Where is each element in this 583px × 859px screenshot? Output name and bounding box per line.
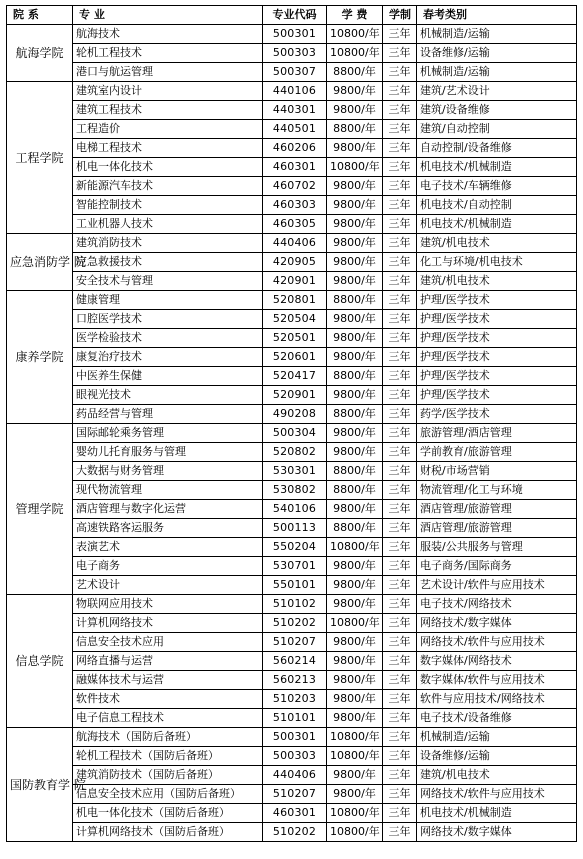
code-cell: 520504 (263, 310, 327, 329)
major-cell: 新能源汽车技术 (73, 177, 263, 196)
length-cell: 三年 (383, 158, 417, 177)
table-row (7, 158, 577, 177)
table-row (7, 747, 577, 766)
college-cell: 信息学院 (7, 595, 73, 728)
category-cell: 药学/医学技术 (417, 405, 577, 424)
length-cell: 三年 (383, 462, 417, 481)
length-cell: 三年 (383, 63, 417, 82)
length-cell: 三年 (383, 633, 417, 652)
code-cell: 460305 (263, 215, 327, 234)
length-cell: 三年 (383, 120, 417, 139)
length-cell: 三年 (383, 576, 417, 595)
fee-cell: 8800/年 (327, 462, 383, 481)
code-cell: 510207 (263, 785, 327, 804)
major-cell: 电子信息工程技术 (73, 709, 263, 728)
code-cell: 510102 (263, 595, 327, 614)
major-cell: 计算机网络技术 (73, 614, 263, 633)
fee-cell: 9800/年 (327, 595, 383, 614)
category-cell: 艺术设计/软件与应用技术 (417, 576, 577, 595)
major-cell: 表演艺术 (73, 538, 263, 557)
category-cell: 护理/医学技术 (417, 386, 577, 405)
code-cell: 460301 (263, 158, 327, 177)
fee-cell: 9800/年 (327, 500, 383, 519)
major-cell: 智能控制技术 (73, 196, 263, 215)
length-cell: 三年 (383, 823, 417, 842)
fee-cell: 9800/年 (327, 215, 383, 234)
fee-cell: 9800/年 (327, 310, 383, 329)
length-cell: 三年 (383, 747, 417, 766)
length-cell: 三年 (383, 614, 417, 633)
table-row (7, 462, 577, 481)
fee-cell: 8800/年 (327, 481, 383, 500)
length-cell: 三年 (383, 671, 417, 690)
category-cell: 机械制造/运输 (417, 63, 577, 82)
category-cell: 建筑/艺术设计 (417, 82, 577, 101)
major-cell: 药品经营与管理 (73, 405, 263, 424)
length-cell: 三年 (383, 557, 417, 576)
length-cell: 三年 (383, 595, 417, 614)
major-cell: 建筑消防技术 (73, 234, 263, 253)
code-cell: 520417 (263, 367, 327, 386)
fee-cell: 9800/年 (327, 785, 383, 804)
length-cell: 三年 (383, 785, 417, 804)
code-cell: 490208 (263, 405, 327, 424)
table-row (7, 500, 577, 519)
category-cell: 网络技术/数字媒体 (417, 823, 577, 842)
major-cell: 健康管理 (73, 291, 263, 310)
code-cell: 510202 (263, 823, 327, 842)
category-cell: 电子技术/网络技术 (417, 595, 577, 614)
category-cell: 自动控制/设备维修 (417, 139, 577, 158)
fee-cell: 9800/年 (327, 348, 383, 367)
fee-cell: 10800/年 (327, 747, 383, 766)
table-row (7, 291, 577, 310)
fee-cell: 9800/年 (327, 139, 383, 158)
category-cell: 设备维修/运输 (417, 747, 577, 766)
category-cell: 网络技术/软件与应用技术 (417, 633, 577, 652)
major-cell: 电子商务 (73, 557, 263, 576)
header-length: 学制 (383, 6, 417, 25)
length-cell: 三年 (383, 310, 417, 329)
category-cell: 服装/公共服务与管理 (417, 538, 577, 557)
length-cell: 三年 (383, 329, 417, 348)
fee-cell: 10800/年 (327, 614, 383, 633)
length-cell: 三年 (383, 196, 417, 215)
table-row (7, 348, 577, 367)
category-cell: 酒店管理/旅游管理 (417, 500, 577, 519)
category-cell: 学前教育/旅游管理 (417, 443, 577, 462)
category-cell: 化工与环境/机电技术 (417, 253, 577, 272)
length-cell: 三年 (383, 690, 417, 709)
category-cell: 建筑/设备维修 (417, 101, 577, 120)
table-row (7, 367, 577, 386)
major-cell: 眼视光技术 (73, 386, 263, 405)
category-cell: 机电技术/机械制造 (417, 804, 577, 823)
college-cell: 康养学院 (7, 291, 73, 424)
header-fee: 学 费 (327, 6, 383, 25)
fee-cell: 9800/年 (327, 576, 383, 595)
fee-cell: 9800/年 (327, 101, 383, 120)
major-cell: 酒店管理与数字化运营 (73, 500, 263, 519)
table-row (7, 481, 577, 500)
code-cell: 500113 (263, 519, 327, 538)
college-cell: 国防教育学 院 (7, 728, 73, 842)
length-cell: 三年 (383, 215, 417, 234)
table-row (7, 557, 577, 576)
code-cell: 520802 (263, 443, 327, 462)
length-cell: 三年 (383, 500, 417, 519)
table-row (7, 234, 577, 253)
category-cell: 物流管理/化工与环境 (417, 481, 577, 500)
major-cell: 工业机器人技术 (73, 215, 263, 234)
table-row (7, 633, 577, 652)
category-cell: 网络技术/数字媒体 (417, 614, 577, 633)
major-cell: 应急救援技术 (73, 253, 263, 272)
table-row (7, 386, 577, 405)
code-cell: 550204 (263, 538, 327, 557)
college-cell: 管理学院 (7, 424, 73, 595)
major-cell: 信息安全技术应用 (73, 633, 263, 652)
length-cell: 三年 (383, 101, 417, 120)
table-row (7, 804, 577, 823)
code-cell: 440406 (263, 766, 327, 785)
length-cell: 三年 (383, 253, 417, 272)
fee-cell: 10800/年 (327, 538, 383, 557)
length-cell: 三年 (383, 272, 417, 291)
major-cell: 康复治疗技术 (73, 348, 263, 367)
table-row (7, 519, 577, 538)
length-cell: 三年 (383, 443, 417, 462)
category-cell: 护理/医学技术 (417, 367, 577, 386)
table-row (7, 538, 577, 557)
table-row (7, 424, 577, 443)
length-cell: 三年 (383, 652, 417, 671)
major-cell: 电梯工程技术 (73, 139, 263, 158)
fee-cell: 8800/年 (327, 405, 383, 424)
code-cell: 500304 (263, 424, 327, 443)
length-cell: 三年 (383, 348, 417, 367)
code-cell: 530301 (263, 462, 327, 481)
fee-cell: 9800/年 (327, 82, 383, 101)
category-cell: 机械制造/运输 (417, 728, 577, 747)
fee-cell: 9800/年 (327, 557, 383, 576)
major-cell: 计算机网络技术（国防后备班） (73, 823, 263, 842)
college-cell: 航海学院 (7, 25, 73, 82)
fee-cell: 10800/年 (327, 823, 383, 842)
fee-cell: 9800/年 (327, 709, 383, 728)
major-cell: 信息安全技术应用（国防后备班） (73, 785, 263, 804)
major-cell: 轮机工程技术 (73, 44, 263, 63)
table-row (7, 405, 577, 424)
fee-cell: 8800/年 (327, 367, 383, 386)
major-cell: 高速铁路客运服务 (73, 519, 263, 538)
college-cell: 应急消防学 院 (7, 234, 73, 291)
code-cell: 530802 (263, 481, 327, 500)
fee-cell: 9800/年 (327, 177, 383, 196)
category-cell: 建筑/机电技术 (417, 272, 577, 291)
category-cell: 机电技术/自动控制 (417, 196, 577, 215)
major-cell: 网络直播与运营 (73, 652, 263, 671)
code-cell: 420901 (263, 272, 327, 291)
length-cell: 三年 (383, 139, 417, 158)
major-cell: 现代物流管理 (73, 481, 263, 500)
major-cell: 融媒体技术与运营 (73, 671, 263, 690)
length-cell: 三年 (383, 405, 417, 424)
code-cell: 500303 (263, 747, 327, 766)
category-cell: 电子技术/设备维修 (417, 709, 577, 728)
category-cell: 建筑/机电技术 (417, 234, 577, 253)
fee-cell: 9800/年 (327, 272, 383, 291)
major-cell: 工程造价 (73, 120, 263, 139)
header-row (7, 6, 577, 25)
fee-cell: 10800/年 (327, 728, 383, 747)
major-cell: 医学检验技术 (73, 329, 263, 348)
category-cell: 护理/医学技术 (417, 348, 577, 367)
major-cell: 国际邮轮乘务管理 (73, 424, 263, 443)
table-row (7, 728, 577, 747)
fee-cell: 8800/年 (327, 63, 383, 82)
fee-cell: 10800/年 (327, 25, 383, 44)
table-row (7, 785, 577, 804)
code-cell: 460303 (263, 196, 327, 215)
length-cell: 三年 (383, 291, 417, 310)
fee-cell: 9800/年 (327, 424, 383, 443)
code-cell: 510203 (263, 690, 327, 709)
fee-cell: 9800/年 (327, 671, 383, 690)
code-cell: 540106 (263, 500, 327, 519)
code-cell: 560213 (263, 671, 327, 690)
major-cell: 安全技术与管理 (73, 272, 263, 291)
length-cell: 三年 (383, 728, 417, 747)
major-cell: 建筑工程技术 (73, 101, 263, 120)
majors-table-body (7, 25, 577, 842)
table-row (7, 215, 577, 234)
code-cell: 530701 (263, 557, 327, 576)
table-row (7, 671, 577, 690)
majors-table-container (6, 5, 576, 842)
fee-cell: 9800/年 (327, 690, 383, 709)
category-cell: 电子商务/国际商务 (417, 557, 577, 576)
fee-cell: 9800/年 (327, 633, 383, 652)
fee-cell: 10800/年 (327, 804, 383, 823)
code-cell: 550101 (263, 576, 327, 595)
fee-cell: 9800/年 (327, 196, 383, 215)
code-cell: 420905 (263, 253, 327, 272)
length-cell: 三年 (383, 538, 417, 557)
category-cell: 网络技术/软件与应用技术 (417, 785, 577, 804)
table-row (7, 196, 577, 215)
code-cell: 510202 (263, 614, 327, 633)
major-cell: 航海技术（国防后备班） (73, 728, 263, 747)
major-cell: 机电一体化技术 (73, 158, 263, 177)
category-cell: 护理/医学技术 (417, 329, 577, 348)
fee-cell: 9800/年 (327, 652, 383, 671)
length-cell: 三年 (383, 709, 417, 728)
code-cell: 440406 (263, 234, 327, 253)
length-cell: 三年 (383, 386, 417, 405)
major-cell: 建筑室内设计 (73, 82, 263, 101)
category-cell: 建筑/自动控制 (417, 120, 577, 139)
table-row (7, 63, 577, 82)
length-cell: 三年 (383, 804, 417, 823)
category-cell: 财税/市场营销 (417, 462, 577, 481)
code-cell: 440106 (263, 82, 327, 101)
table-row (7, 25, 577, 44)
table-row (7, 329, 577, 348)
code-cell: 460206 (263, 139, 327, 158)
major-cell: 艺术设计 (73, 576, 263, 595)
fee-cell: 9800/年 (327, 386, 383, 405)
code-cell: 510101 (263, 709, 327, 728)
major-cell: 物联网应用技术 (73, 595, 263, 614)
major-cell: 软件技术 (73, 690, 263, 709)
category-cell: 护理/医学技术 (417, 310, 577, 329)
length-cell: 三年 (383, 766, 417, 785)
length-cell: 三年 (383, 234, 417, 253)
category-cell: 护理/医学技术 (417, 291, 577, 310)
category-cell: 数字媒体/软件与应用技术 (417, 671, 577, 690)
code-cell: 440501 (263, 120, 327, 139)
code-cell: 500307 (263, 63, 327, 82)
length-cell: 三年 (383, 82, 417, 101)
major-cell: 港口与航运管理 (73, 63, 263, 82)
category-cell: 电子技术/车辆维修 (417, 177, 577, 196)
length-cell: 三年 (383, 177, 417, 196)
table-row (7, 139, 577, 158)
length-cell: 三年 (383, 44, 417, 63)
table-row (7, 82, 577, 101)
college-cell: 工程学院 (7, 82, 73, 234)
code-cell: 500303 (263, 44, 327, 63)
code-cell: 520901 (263, 386, 327, 405)
major-cell: 轮机工程技术（国防后备班） (73, 747, 263, 766)
fee-cell: 9800/年 (327, 766, 383, 785)
fee-cell: 9800/年 (327, 443, 383, 462)
table-row (7, 253, 577, 272)
majors-table (6, 5, 577, 842)
fee-cell: 10800/年 (327, 158, 383, 177)
code-cell: 510207 (263, 633, 327, 652)
fee-cell: 10800/年 (327, 44, 383, 63)
major-cell: 航海技术 (73, 25, 263, 44)
fee-cell: 9800/年 (327, 329, 383, 348)
fee-cell: 8800/年 (327, 120, 383, 139)
code-cell: 440301 (263, 101, 327, 120)
code-cell: 460301 (263, 804, 327, 823)
major-cell: 机电一体化技术（国防后备班） (73, 804, 263, 823)
code-cell: 560214 (263, 652, 327, 671)
major-cell: 口腔医学技术 (73, 310, 263, 329)
category-cell: 机电技术/机械制造 (417, 158, 577, 177)
major-cell: 婴幼儿托育服务与管理 (73, 443, 263, 462)
header-major: 专 业 (73, 6, 263, 25)
table-row (7, 272, 577, 291)
table-row (7, 652, 577, 671)
category-cell: 软件与应用技术/网络技术 (417, 690, 577, 709)
code-cell: 520601 (263, 348, 327, 367)
header-code: 专业代码 (263, 6, 327, 25)
header-category: 春考类别 (417, 6, 577, 25)
header-college: 院 系 (7, 6, 73, 25)
length-cell: 三年 (383, 424, 417, 443)
code-cell: 460702 (263, 177, 327, 196)
fee-cell: 9800/年 (327, 253, 383, 272)
table-row (7, 766, 577, 785)
table-row (7, 310, 577, 329)
table-row (7, 709, 577, 728)
table-row (7, 443, 577, 462)
major-cell: 中医养生保健 (73, 367, 263, 386)
length-cell: 三年 (383, 481, 417, 500)
fee-cell: 9800/年 (327, 234, 383, 253)
category-cell: 设备维修/运输 (417, 44, 577, 63)
length-cell: 三年 (383, 25, 417, 44)
category-cell: 数字媒体/网络技术 (417, 652, 577, 671)
fee-cell: 8800/年 (327, 519, 383, 538)
category-cell: 机械制造/运输 (417, 25, 577, 44)
table-row (7, 120, 577, 139)
fee-cell: 8800/年 (327, 291, 383, 310)
table-row (7, 177, 577, 196)
code-cell: 500301 (263, 25, 327, 44)
category-cell: 酒店管理/旅游管理 (417, 519, 577, 538)
major-cell: 建筑消防技术（国防后备班） (73, 766, 263, 785)
code-cell: 500301 (263, 728, 327, 747)
table-row (7, 595, 577, 614)
table-row (7, 101, 577, 120)
category-cell: 旅游管理/酒店管理 (417, 424, 577, 443)
length-cell: 三年 (383, 519, 417, 538)
table-row (7, 614, 577, 633)
category-cell: 建筑/机电技术 (417, 766, 577, 785)
length-cell: 三年 (383, 367, 417, 386)
table-row (7, 690, 577, 709)
category-cell: 机电技术/机械制造 (417, 215, 577, 234)
table-row (7, 576, 577, 595)
table-row (7, 823, 577, 842)
major-cell: 大数据与财务管理 (73, 462, 263, 481)
table-row (7, 44, 577, 63)
code-cell: 520801 (263, 291, 327, 310)
code-cell: 520501 (263, 329, 327, 348)
